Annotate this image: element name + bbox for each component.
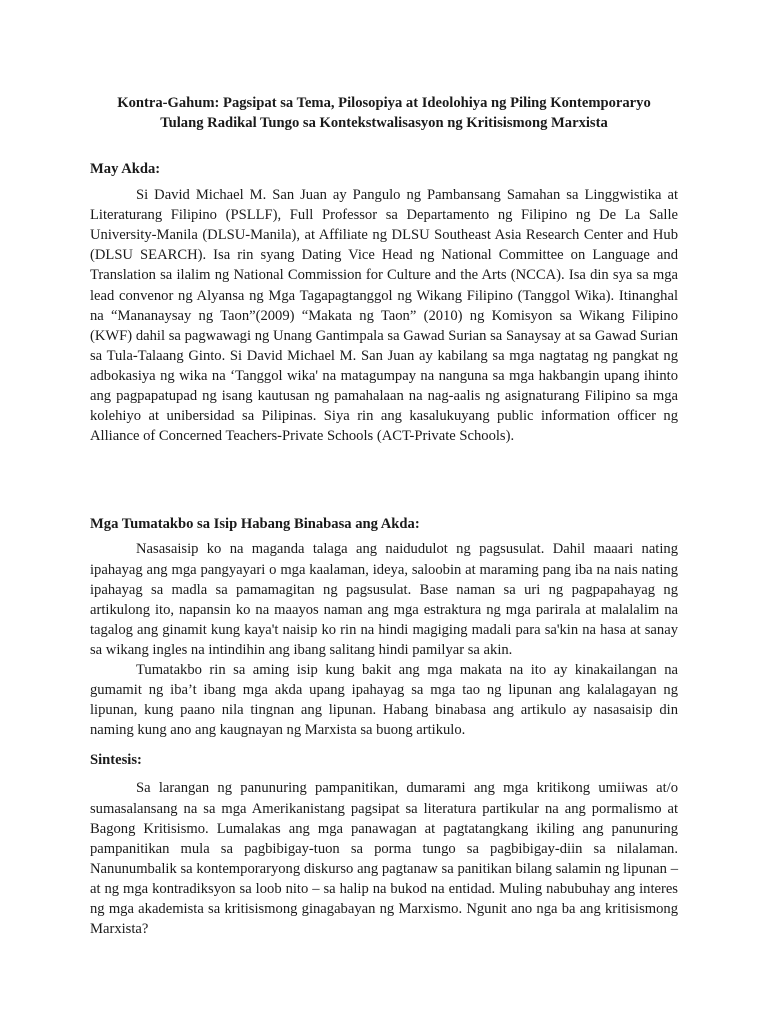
thoughts-paragraph-1: Nasasaisip ko na maganda talaga ang naidudulot ng pagsusulat. Dahil maaari nating ipahayag ang mga pangyayari o mga kaalaman, ideya, saloobin at maraming pang iba na nais nating ipahayag sa madla sa pamamagitan ng pagsusulat. Base naman sa uri ng pagpapahayag ng artikulong ito, napansin ko na maayos naman ang mga estraktura ng mga parirala at malalalim na tagalog ang ginamit kung kaya't naisip ko rin na hindi magiging madali para sa'kin na hasa at sanay sa wikang ingles na intindihin ang ibang salitang hindi pamilyar sa akin. xyxy=(90,541,678,658)
title-line-1: Kontra-Gahum: Pagsipat sa Tema, Pilosopiya at Ideolohiya ng Piling Kontemporaryo xyxy=(117,95,651,111)
author-paragraph: Si David Michael M. San Juan ay Pangulo ng Pambansang Samahan sa Linggwistika at Literaturang Filipino (PSLLF), Full Professor sa Departamento ng Filipino ng De La Salle University-Manila (DLSU-Manila), at Affiliate ng DLSU Southeast Asia Research Center and Hub (DLSU SEARCH). Isa rin syang Dating Vice Head ng National Committee on Language and Translation sa ilalim ng National Commission for Culture and the Arts (NCCA). Isa din sya sa mga lead convenor ng Alyansa ng Mga Tagapagtanggol ng Wikang Filipino (Tanggol Wika). Itinanghal na “Mananaysay ng Taon”(2009) “Makata ng Taon” (2010) ng Komisyon sa Wikang Filipino (KWF) dahil sa pagwawagi ng Unang Gantimpala sa Gawad Surian sa Sanaysay at sa Gawad Surian sa Tula-Talaang Ginto. Si David Michael M. San Juan ay kabilang sa mga nagtatag ng pangkat ng adbokasiya ng wika na ‘Tanggol wika' na matagumpay na nanguna sa mga hakbangin upang ihinto ang pagpapatupad ng isang kautusan ng pamahalaan na nag-aalis ng asignaturang Filipino sa mga kolehiyo at unibersidad sa Pilipinas. Siya rin ang kasalukuyang public information officer ng Alliance of Concerned Teachers-Private Schools (ACT-Private Schools). xyxy=(90,187,678,445)
section-heading-synthesis: Sintesis: xyxy=(90,752,142,769)
document-page xyxy=(90,93,678,939)
thoughts-paragraph-2: Tumatakbo rin sa aming isip kung bakit ang mga makata na ito ay kinakailangan na gumamit ng iba’t ibang mga akda upang ipahayag sa mga tao ng lipunan ang kalalagayan ng lipunan, kung paano nila tingnan ang lipunan. Habang binabasa ang artikulo ay nasasaisip din naming kung ano ang kaugnayan ng Marxista sa buong artikulo. xyxy=(90,661,678,739)
synthesis-paragraph: Sa larangan ng panunuring pampanitikan, dumarami ang mga kritikong umiiwas at/o sumasalansang na sa mga Amerikanistang pagsipat sa literatura partikular na ang pormalismo at Bagong Kritisismo. Lumalakas ang mga panawagan at pagtatangkang ikiling ang panunuring pampanitikan mula sa pagbibigay-tuon sa porma tungo sa pagbibigay-diin sa nilalaman. Nanunumbalik sa kontemporaryong diskurso ang pagtanaw sa panitikan bilang salamin ng lipunan – at ng mga kontradiksyon sa loob nito – sa halip na bukod na entidad. Muling nabubuhay ang interes ng mga akademista sa kritisismong ginagabayan ng Marxismo. Ngunit ano nga ba ang kritisismong Marxista? xyxy=(90,780,678,938)
document-title xyxy=(90,93,678,133)
section-heading-thoughts: Mga Tumatakbo sa Isip Habang Binabasa ang Akda: xyxy=(90,516,420,533)
section-heading-author: May Akda: xyxy=(90,161,161,177)
title-line-2: Tulang Radikal Tungo sa Kontekstwalisasyon ng Kritisismong Marxista xyxy=(160,115,608,131)
